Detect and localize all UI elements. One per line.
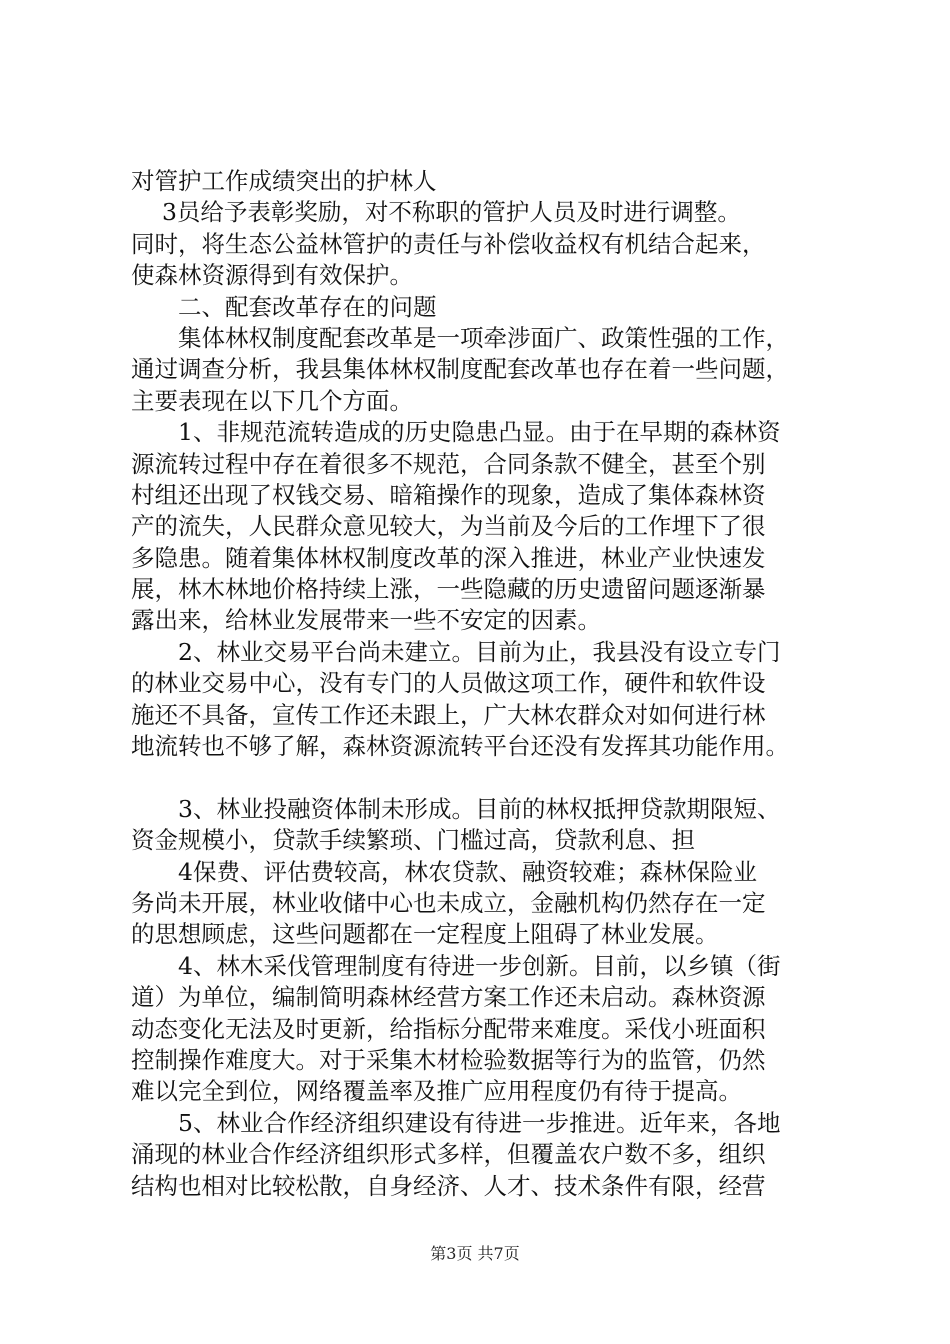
text-line: 同时，将生态公益林管护的责任与补偿收益权有机结合起来，	[131, 229, 766, 258]
text-line: 4、林木采伐管理制度有待进一步创新。目前，以乡镇（街	[131, 951, 781, 980]
text-line: 二、配套改革存在的问题	[131, 292, 437, 321]
text-line: 结构也相对比较松散，自身经济、人才、技术条件有限，经营	[131, 1171, 766, 1200]
text-line: 多隐患。随着集体林权制度改革的深入推进，林业产业快速发	[131, 543, 766, 572]
text-line: 2、林业交易平台尚未建立。目前为止，我县没有设立专门	[131, 637, 781, 666]
text-line: 露出来，给林业发展带来一些不安定的因素。	[131, 606, 601, 635]
text-line: 的林业交易中心，没有专门的人员做这项工作，硬件和软件设	[131, 669, 766, 698]
text-line: 道）为单位，编制简明森林经营方案工作还未启动。森林资源	[131, 983, 766, 1012]
text-line: 1、非规范流转造成的历史隐患凸显。由于在早期的森林资	[131, 418, 781, 447]
text-line: 使森林资源得到有效保护。	[131, 261, 413, 290]
text-line: 地流转也不够了解，森林资源流转平台还没有发挥其功能作用。	[131, 732, 789, 761]
text-line: 涌现的林业合作经济组织形式多样，但覆盖农户数不多，组织	[131, 1140, 766, 1169]
text-line: 3员给予表彰奖励，对不称职的管护人员及时进行调整。	[131, 198, 741, 227]
text-line: 动态变化无法及时更新，给指标分配带来难度。采伐小班面积	[131, 1014, 766, 1043]
text-line: 对管护工作成绩突出的护林人	[131, 167, 437, 195]
text-line: 产的流失，人民群众意见较大，为当前及今后的工作埋下了很	[131, 512, 766, 541]
text-line: 3、林业投融资体制未形成。目前的林权抵押贷款期限短、	[131, 794, 781, 823]
text-line: 主要表现在以下几个方面。	[131, 386, 413, 415]
text-line: 集体林权制度配套改革是一项牵涉面广、政策性强的工作，	[131, 323, 789, 352]
text-line: 的思想顾虑，这些问题都在一定程度上阻碍了林业发展。	[131, 920, 719, 949]
text-line: 源流转过程中存在着很多不规范，合同条款不健全，甚至个别	[131, 449, 766, 478]
document-body	[131, 166, 831, 1202]
page-footer: 第3页 共7页	[430, 1244, 520, 1263]
text-line: 控制操作难度大。对于采集木材检验数据等行为的监管，仍然	[131, 1045, 766, 1074]
text-line: 展，林木林地价格持续上涨，一些隐藏的历史遗留问题逐渐暴	[131, 575, 766, 604]
text-line: 村组还出现了权钱交易、暗箱操作的现象，造成了集体森林资	[131, 480, 766, 509]
text-line: 通过调查分析，我县集体林权制度配套改革也存在着一些问题，	[131, 355, 789, 384]
text-line: 5、林业合作经济组织建设有待进一步推进。近年来，各地	[131, 1108, 781, 1137]
text-line: 务尚未开展，林业收储中心也未成立，金融机构仍然存在一定	[131, 888, 766, 917]
text-line: 4保费、评估费较高，林农贷款、融资较难；森林保险业	[131, 857, 757, 886]
text-line: 难以完全到位，网络覆盖率及推广应用程度仍有待于提高。	[131, 1077, 742, 1106]
text-line: 资金规模小，贷款手续繁琐、门槛过高，贷款利息、担	[131, 826, 695, 855]
text-line	[131, 762, 831, 793]
text-line: 施还不具备，宣传工作还未跟上，广大林农群众对如何进行林	[131, 700, 766, 729]
